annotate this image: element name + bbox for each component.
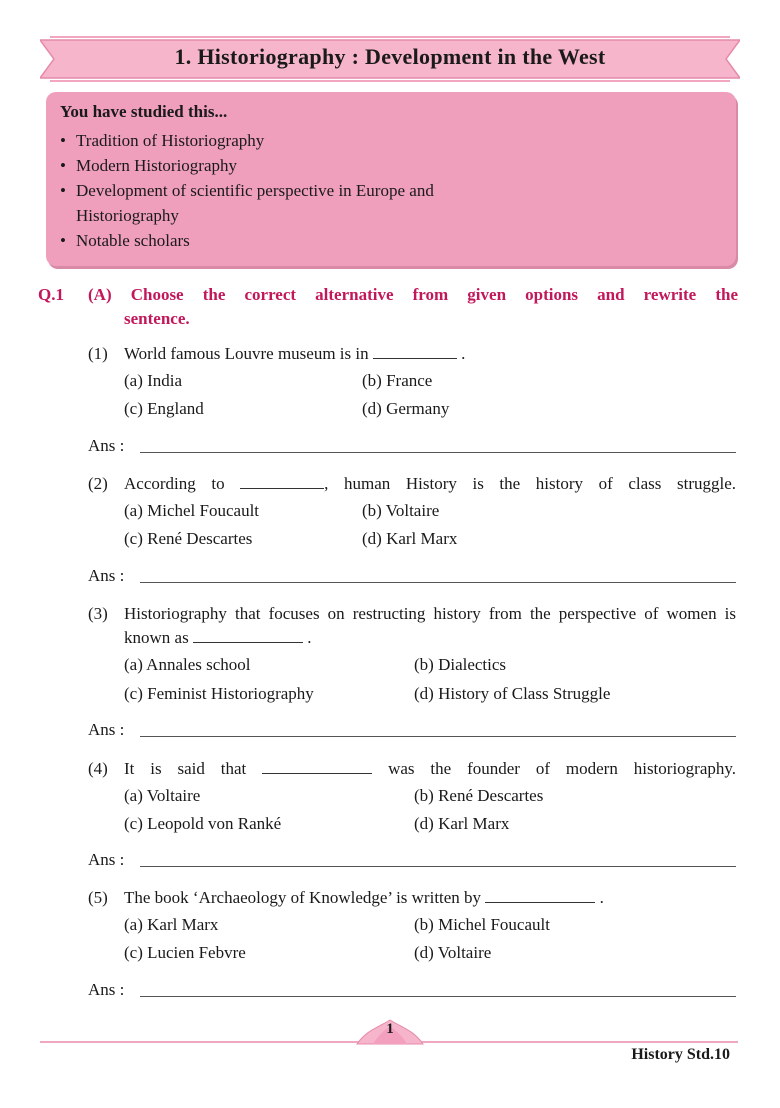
- answer-label: Ans :: [88, 720, 125, 739]
- answer-line[interactable]: [140, 452, 736, 453]
- answer-blank[interactable]: [373, 344, 457, 359]
- studied-item: • Tradition of Historiography: [60, 128, 496, 153]
- studied-item: • Development of scientific perspective in Europe and Historiography: [60, 178, 496, 228]
- answer-line[interactable]: [140, 582, 736, 583]
- option[interactable]: (c) Leopold von Ranké: [124, 814, 282, 833]
- question-end: .: [599, 888, 604, 907]
- q1-instruction-cont: sentence.: [124, 309, 190, 328]
- question-end: , human History is the history of class struggle.: [324, 474, 736, 493]
- answer-blank[interactable]: [240, 474, 324, 489]
- answer-line[interactable]: [140, 996, 736, 997]
- option[interactable]: (d) Germany: [362, 399, 450, 418]
- answer-label: Ans :: [88, 850, 125, 869]
- book-label: History Std.10: [631, 1046, 730, 1063]
- question-stem: The book ‘Archaeology of Knowledge’ is written by: [124, 888, 482, 907]
- answer-label: Ans :: [88, 436, 125, 455]
- answer-blank[interactable]: [485, 888, 595, 903]
- question-text: [124, 472, 736, 496]
- option[interactable]: (d) Karl Marx: [362, 529, 458, 548]
- option[interactable]: (c) René Descartes: [124, 529, 253, 548]
- option[interactable]: (d) History of Class Struggle: [414, 684, 611, 703]
- option[interactable]: (b) Dialectics: [414, 655, 507, 674]
- question-stem: According to: [124, 474, 225, 493]
- studied-item: • Modern Historiography: [60, 153, 496, 178]
- option[interactable]: (b) Voltaire: [362, 501, 440, 520]
- answer-blank[interactable]: [193, 628, 303, 643]
- option[interactable]: (b) France: [362, 371, 433, 390]
- option[interactable]: (b) René Descartes: [414, 786, 544, 805]
- option[interactable]: (c) Lucien Febvre: [124, 943, 246, 962]
- question-number: (3): [88, 604, 108, 623]
- answer-label: Ans :: [88, 980, 125, 999]
- studied-heading: You have studied this...: [60, 102, 228, 121]
- question-number: (5): [88, 888, 108, 907]
- question-number: (2): [88, 474, 108, 493]
- answer-label: Ans :: [88, 566, 125, 585]
- answer-line[interactable]: [140, 866, 736, 867]
- chapter-title: 1. Historiography : Development in the West: [174, 44, 606, 69]
- option[interactable]: (a) India: [124, 371, 183, 390]
- option[interactable]: (a) Karl Marx: [124, 915, 219, 934]
- studied-box: [46, 92, 736, 266]
- option[interactable]: (b) Michel Foucault: [414, 915, 550, 934]
- question-text: [124, 886, 736, 910]
- option[interactable]: (c) England: [124, 399, 204, 418]
- question-end: was the founder of modern historiography.: [388, 759, 737, 778]
- studied-item: • Notable scholars: [60, 228, 496, 253]
- page-number: 1: [386, 1021, 394, 1037]
- answer-line[interactable]: [140, 736, 736, 737]
- option[interactable]: (c) Feminist Historiography: [124, 684, 314, 703]
- chapter-banner: [40, 34, 740, 84]
- page-number-badge: [355, 1016, 425, 1046]
- question-text: [124, 602, 736, 650]
- question-stem: World famous Louvre museum is in: [124, 344, 369, 363]
- option[interactable]: (a) Annales school: [124, 655, 251, 674]
- option[interactable]: (d) Karl Marx: [414, 814, 510, 833]
- option[interactable]: (a) Voltaire: [124, 786, 201, 805]
- question-end: .: [461, 344, 466, 363]
- question-text: [124, 757, 736, 781]
- question-stem: It is said that: [124, 759, 247, 778]
- question-text: [124, 342, 736, 366]
- q1-instruction: (A) Choose the correct alternative from given options and rewrite the: [88, 285, 738, 304]
- studied-list: [60, 128, 496, 253]
- option[interactable]: (a) Michel Foucault: [124, 501, 260, 520]
- answer-blank[interactable]: [262, 759, 372, 774]
- question-number: (1): [88, 344, 108, 363]
- question-number: (4): [88, 759, 108, 778]
- q1-number: Q.1: [38, 285, 64, 304]
- question-end: .: [307, 628, 312, 647]
- option[interactable]: (d) Voltaire: [414, 943, 492, 962]
- question-stem: Historiography that focuses on restructing history from the perspective of women is known as: [124, 604, 736, 647]
